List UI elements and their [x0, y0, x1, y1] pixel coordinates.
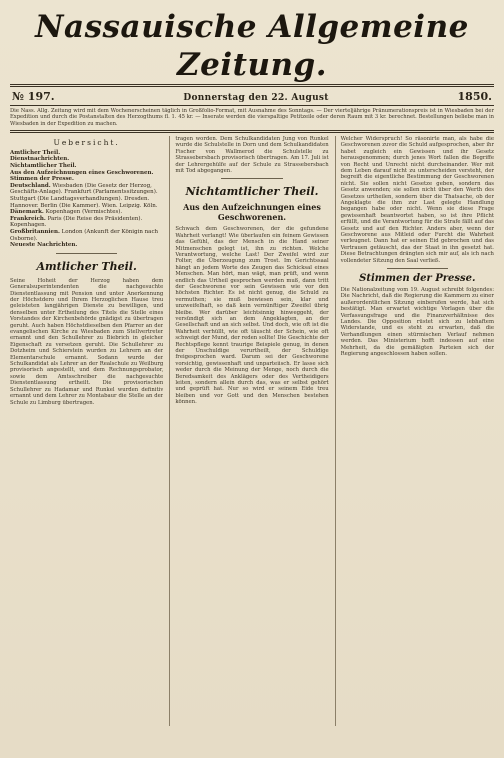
- overview-item: Großbritannien. London (Ankunft der Königin nach Osborne).: [10, 229, 159, 242]
- section-divider: [387, 268, 448, 269]
- column-3: [335, 136, 494, 726]
- column-2: [169, 136, 328, 726]
- issue-year: 1850.: [457, 90, 492, 103]
- section-title-press: Stimmen der Presse.: [359, 273, 476, 285]
- juror-article-continued: Welcher Widerspruch! So räsonirte man, als habe die Geschworenen zuvor die Schuld aufgesprochen, aber ihr habet zugleich ein Gewissen und ihr Gesetz herausgenommen; durch jenes Wort fallen die Begriffe von Recht und Unrecht nicht durcheinander. Wer mit dem Leben darauf nicht zu unterscheiden versteht, der begreift die eigentliche Bestimmung der Geschworenen nicht. Sie sollen nicht Gesetze geben, sondern das Gesetz anwenden; sie sollen nicht über den Werth des Gesetzes urtheilen, sondern über die Thatsache, ob der Angeklagte die ihm zur Last gelegte Handlung begangen habe oder nicht. Wenn sie diese Frage gewissenhaft beantwortet haben, so ist ihre Pflicht erfüllt, und die Verantwortung für die Strafe fällt auf das Gesetz und auf den Richter. Anders aber, wenn der Geschworene aus Mitleid oder Furcht die Wahrheit verleugnet. Dann hat er seinen Eid gebrochen und das Vertrauen getäuscht, das der Staat in ihn gesetzt hat. Diese Betrachtungen drängten sich mir auf, als ich nach vollendeter Sitzung den Saal verließ.: [340, 135, 494, 264]
- juror-article-text: Schwach dem Geschworenen, der die gefundene Wahrheit verlangt! Wie überlaufen ein feinem Gewissen das Gefühl, das der Mensch in die Hand seiner Mitmenschen gelegt ist, ihn zu richten. Welche Verantwortung, welche Last! Der Zweifel wird zur Folter, die Überzeugung zum Trost. Im Gerichtssaal hängt an jedem Worte des Zeugen das Schicksal eines Menschen. Man hört, man wägt, man prüft, und wenn endlich das Urtheil gesprochen werden muß, dann tritt der Geschworene vor sein Gewissen wie vor den höchsten Richter. Es ist nicht genug, die Schuld zu vermuthen; sie muß bewiesen sein, klar und unzweifelhaft, so daß kein vernünftiger Zweifel übrig bleibe. Wer darüber leichtsinnig hinweggeht, der versündigt sich an dem Angeklagten, an der Gesellschaft und an sich selbst. Und doch, wie oft ist die Wahrheit verhüllt, wie oft täuscht der Schein, wie oft schweigt der Mund, der reden sollte! Die Geschichte der Rechtspflege kennt traurige Beispiele genug, in denen der Unschuldige verurtheilt, der Schuldige freigesprochen ward. Darum sei der Geschworene vorsichtig, gewissenhaft und unparteiisch. Er lasse sich weder durch die Meinung der Menge, noch durch die Beredsamkeit des Anklägers oder des Vertheidigers leiten, sondern allein durch das, was er selbst gehört und geprüft hat. Nur so wird er seinem Eide treu bleiben und vor Gott und den Menschen bestehen können.: [175, 226, 329, 406]
- overview-list: [10, 150, 163, 249]
- overview-item: Aus den Aufzeichnungen eines Geschworenen.: [10, 169, 154, 176]
- issue-number: № 197.: [12, 90, 55, 103]
- overview-item: Dänemark. Kopenhagen (Vermischtes).: [10, 209, 123, 216]
- overview-title: Uebersicht.: [53, 137, 120, 147]
- overview-item: Dienstnachrichten.: [10, 156, 70, 163]
- dateline: [10, 87, 494, 105]
- overview-item: Frankreich. Paris (Die Reise des Präsidenten). Kopenhagen.: [10, 215, 143, 229]
- continued-text: tragen worden. Dem Schulkandidaten Jung von Runkel wurde die Schulstelle in Dorn und dem Schulkandidaten Fischer von Wallmerod die Schulstelle zu Strassebersbach provisorisch übertragen. Am 17. Juli ist der Lehrergehülfe auf der Schule zu Strassebersbach mit Tod abgegangen.: [175, 135, 329, 174]
- article-heading-juror: Aus den Aufzeichnungen eines Geschworenen.: [183, 202, 321, 222]
- issue-date: Donnerstag den 22. August: [183, 93, 329, 103]
- section-divider: [221, 178, 282, 179]
- columns: [10, 136, 494, 726]
- column-1: [10, 136, 163, 726]
- overview-item: Stimmen der Presse.: [10, 176, 74, 183]
- overview-item: Deutschland. Wiesbaden (Die Gesetz der Herzog, Geschäfts-Anlage). Frankfurt (Parlamentssitzungen). Stuttgart (Die Landtagsverhandlungen). Dresden. Hannover. Berlin (Die Kammer). Wien. Leipzig. Köln.: [10, 182, 158, 209]
- masthead-title: Nassauische Allgemeine Zeitung.: [35, 9, 469, 83]
- section-title-official: Amtlicher Theil.: [36, 259, 137, 273]
- subscription-notice: Die Nass. Allg. Zeitung wird mit dem Wochenerscheinen täglich in Großfolio-Format, mit Ausnahme des Sonntags. — Der vierteljährige Pränumerationspreis ist in Wiesbaden bei der Expedition und durch die Postanstalten des Herzogthums fl. 1. 45 kr. — Inserate werden die vierspaltige Petitzeile oder deren Raum mit 3 kr. berechnet. Bestellungen beliebe man in Wiesbaden in der Expedition zu machen.: [10, 108, 494, 127]
- official-body-text: Seine Hoheit der Herzog haben dem Generalsuperintendenten die nachgesuchte Dienstentlassung mit Pension und unter Anerkennung der Höchstdero und Ihrem Herzoglichen Hause treu geleisteten langjährigen Dienste zu bewilligen, und denselben unter Ertheilung des Titels die Stelle eines Vorstandes der Kirchenbehörde gnädigst zu übertragen geruht. Auch haben Höchstdieselben den Pfarrer an der evangelischen Kirche zu Wiesbaden zum Stellvertreter ernannt und den Schullehrer zu Biebrich in gleicher Eigenschaft zu versetzen geruht. Die Schullehrer zu Dotzheim und Schierstein wurden zu Lehrern an der Elementarschule ernannt. Sodann wurde der Schulkandidat als Lehrer an der Realschule zu Weilburg provisorisch angestellt, und dem Rechnungsprobator, sowie dem Amtsschreiber die nachgesuchte Dienstentlassung ertheilt. Die provisorischen Schullehrer zu Hadamar und Runkel wurden definitiv ernannt und dem Lehrer zu Montabaur die Stelle an der Schule zu Limburg übertragen.: [10, 277, 164, 406]
- section-title-unofficial: Nichtamtlicher Theil.: [185, 185, 319, 199]
- press-article-text: Die Nationalzeitung vom 19. August schreibt folgendes: Die Nachricht, daß die Regierung die Kammern zu einer außerordentlichen Sitzung einberufen werde, hat sich bestätigt. Man erwartet wichtige Vorlagen über die Verfassungsfrage und die Finanzverhältnisse des Landes. Die Opposition rüstet sich zu lebhaftem Widerstande, und es steht zu erwarten, daß die Verhandlungen einen stürmischen Verlauf nehmen werden. Das Ministerium hofft indessen auf eine Mehrheit, da die gemäßigten Parteien sich der Regierung angeschlossen haben sollen.: [340, 287, 494, 358]
- overview-item: Neueste Nachrichten.: [10, 242, 78, 249]
- overview-item: Nichtamtlicher Theil.: [10, 163, 77, 170]
- notice-rule: [10, 130, 494, 133]
- overview-item: Amtlicher Theil.: [10, 149, 61, 156]
- section-divider: [56, 253, 117, 254]
